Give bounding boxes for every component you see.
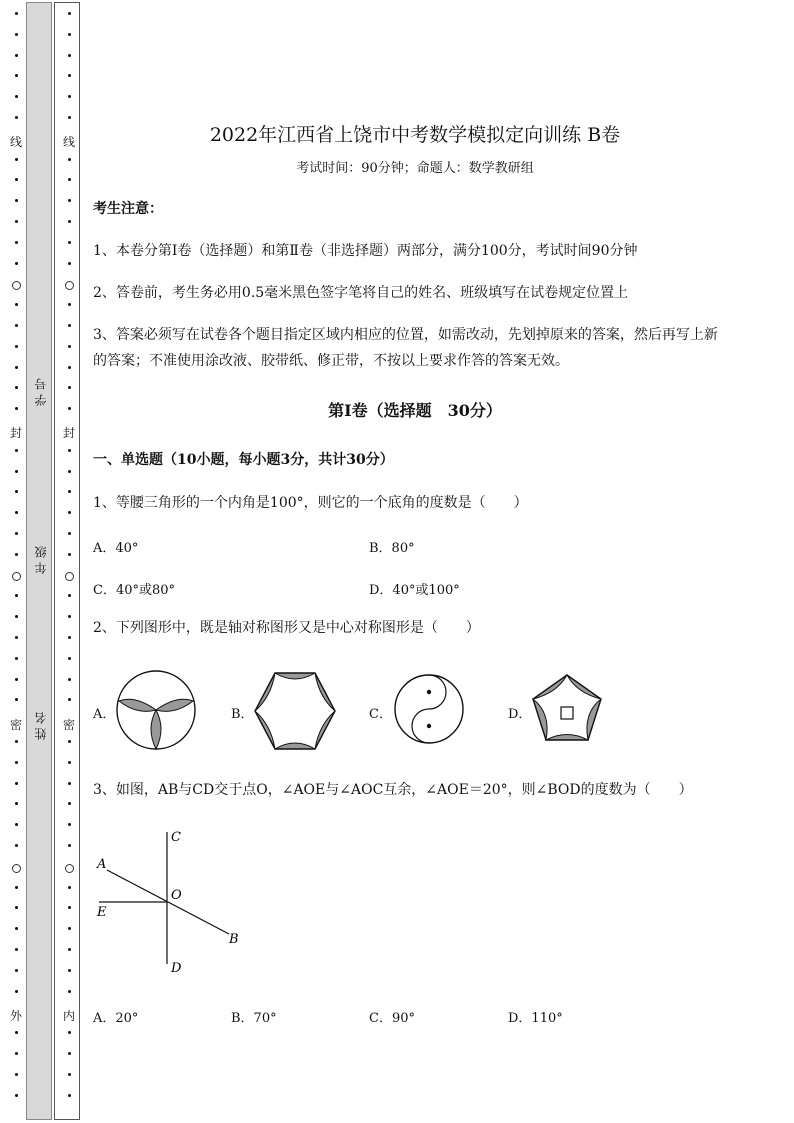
margin-dot [68, 95, 71, 98]
outer-mark-mi: 密 [9, 718, 22, 732]
margin-dot [15, 366, 18, 369]
margin-ring [65, 864, 74, 873]
margin-dot [15, 844, 18, 847]
margin-dot [68, 54, 71, 57]
label-c: C [171, 830, 181, 845]
inner-mark-nei: 内 [62, 1009, 75, 1023]
label-a: A [97, 857, 107, 872]
margin-ring [12, 864, 21, 873]
margin-dot [68, 927, 71, 930]
margin-dot [15, 553, 18, 556]
exam-title: 2022年江西省上饶市中考数学模拟定向训练 B卷 [209, 124, 621, 146]
margin-dot [68, 220, 71, 223]
margin-dot [15, 615, 18, 618]
label-b: B [229, 932, 239, 947]
figure-yin-yang [393, 673, 465, 745]
figure-three-petals [115, 669, 197, 751]
margin-dot [68, 366, 71, 369]
margin-dot [15, 199, 18, 202]
margin-dot [15, 698, 18, 701]
q1-option-c: C．40°或80° [93, 583, 176, 598]
q3-option-b: B．70° [231, 1011, 277, 1026]
margin-dot [68, 1052, 71, 1055]
margin-dot [68, 511, 71, 514]
margin-dot [68, 990, 71, 993]
outer-mark-wai: 外 [9, 1009, 22, 1023]
margin-dot [15, 594, 18, 597]
margin-dot [68, 470, 71, 473]
field-grade: 年级 [34, 542, 48, 574]
margin-dot [15, 761, 18, 764]
margin-dot [68, 657, 71, 660]
margin-dot [15, 386, 18, 389]
margin-dot [15, 927, 18, 930]
margin-dot [15, 490, 18, 493]
margin-dot [15, 678, 18, 681]
margin-dot [68, 615, 71, 618]
margin-ring [65, 281, 74, 290]
margin-dot [15, 158, 18, 161]
margin-dot [15, 95, 18, 98]
notice-item-3: 3、答案必须写在试卷各个题目指定区域内相应的位置，如需改动，先划掉原来的答案，然后再写上新 [93, 327, 718, 343]
q3-option-d: D．110° [508, 1011, 563, 1026]
margin-dot [68, 324, 71, 327]
margin-dot [68, 636, 71, 639]
figure-hexagon [254, 671, 336, 751]
q3-option-a: A．20° [93, 1011, 139, 1026]
q2-option-b: B． [231, 707, 254, 722]
label-e: E [97, 905, 107, 920]
label-d: D [171, 961, 182, 976]
margin-dot [15, 345, 18, 348]
inner-mark-feng: 封 [62, 426, 75, 440]
inner-mark-xian: 线 [62, 135, 75, 149]
margin-dot [68, 678, 71, 681]
margin-dot [15, 449, 18, 452]
margin-dot [68, 886, 71, 889]
margin-dot [68, 1073, 71, 1076]
binding-inner-band [54, 2, 80, 1120]
margin-dot [68, 199, 71, 202]
margin-dot [68, 262, 71, 265]
margin-dot [68, 116, 71, 119]
margin-ring [12, 281, 21, 290]
margin-dot [15, 262, 18, 265]
q3-option-c: C．90° [369, 1011, 415, 1026]
margin-dot [15, 782, 18, 785]
margin-dot [15, 823, 18, 826]
q2-stem: 2、下列图形中，既是轴对称图形又是中心对称图形是（ ） [93, 620, 480, 636]
margin-dot [15, 178, 18, 181]
outer-mark-feng: 封 [9, 426, 22, 440]
margin-dot [15, 33, 18, 36]
margin-dot [15, 636, 18, 639]
margin-dot [68, 12, 71, 15]
margin-dot [15, 906, 18, 909]
margin-dot [68, 303, 71, 306]
margin-dot [68, 969, 71, 972]
margin-dot [15, 990, 18, 993]
margin-dot [15, 470, 18, 473]
q3-stem: 3、如图，AB与CD交于点O，∠AOE与∠AOC互余，∠AOE＝20°，则∠BOD的度数为（ ） [93, 782, 693, 798]
outer-mark-xian: 线 [9, 135, 22, 149]
margin-dot [68, 449, 71, 452]
notice-heading: 考生注意： [93, 201, 163, 217]
margin-dot [68, 823, 71, 826]
margin-dot [68, 345, 71, 348]
q1-stem: 1、等腰三角形的一个内角是100°，则它的一个底角的度数是（ ） [93, 495, 528, 511]
margin-dot [68, 532, 71, 535]
q2-option-c: C． [369, 707, 392, 722]
margin-dot [15, 220, 18, 223]
q2-option-a: A． [93, 707, 116, 722]
margin-dot [15, 740, 18, 743]
margin-dot [15, 511, 18, 514]
q1-option-b: B．80° [369, 541, 415, 556]
field-student-id: 学号 [34, 374, 48, 406]
margin-dot [68, 1094, 71, 1097]
margin-dot [15, 969, 18, 972]
margin-dot [15, 532, 18, 535]
inner-mark-mi: 密 [62, 718, 75, 732]
margin-dot [15, 1094, 18, 1097]
field-name: 姓名 [34, 708, 48, 740]
margin-dot [15, 948, 18, 951]
margin-dot [68, 740, 71, 743]
q1-option-a: A．40° [93, 541, 139, 556]
margin-dot [15, 802, 18, 805]
notice-item-2: 2、答卷前，考生务必用0.5毫米黑色签字笔将自己的姓名、班级填写在试卷规定位置上 [93, 285, 629, 301]
margin-dot [15, 241, 18, 244]
exam-subtitle: 考试时间：90分钟；命题人：数学教研组 [296, 161, 534, 176]
figure-intersecting-lines [95, 828, 245, 978]
margin-dot [15, 1073, 18, 1076]
section-title: 一、单选题（10小题，每小题3分，共计30分） [93, 452, 394, 468]
margin-dot [68, 407, 71, 410]
margin-dot [68, 844, 71, 847]
margin-dot [68, 761, 71, 764]
q2-option-d: D． [508, 707, 532, 722]
margin-dot [15, 303, 18, 306]
q1-option-d: D．40°或100° [369, 583, 460, 598]
margin-dot [15, 54, 18, 57]
figure-pentagon [531, 673, 603, 743]
margin-dot [15, 116, 18, 119]
label-o: O [171, 888, 182, 903]
margin-dot [68, 241, 71, 244]
margin-dot [15, 12, 18, 15]
margin-dot [15, 324, 18, 327]
margin-dot [68, 782, 71, 785]
margin-dot [68, 33, 71, 36]
margin-dot [15, 407, 18, 410]
part1-title: 第I卷（选择题 30分） [328, 401, 502, 420]
margin-ring [65, 572, 74, 581]
margin-dot [68, 158, 71, 161]
margin-dot [68, 1031, 71, 1034]
margin-dot [15, 657, 18, 660]
margin-dot [15, 1031, 18, 1034]
margin-dot [68, 948, 71, 951]
margin-ring [12, 572, 21, 581]
margin-dot [15, 886, 18, 889]
margin-dot [15, 74, 18, 77]
margin-dot [68, 553, 71, 556]
margin-dot [15, 1052, 18, 1055]
notice-item-1: 1、本卷分第I卷（选择题）和第Ⅱ卷（非选择题）两部分，满分100分，考试时间90分钟 [93, 243, 638, 259]
notice-item-3-cont: 的答案；不准使用涂改液、胶带纸、修正带，不按以上要求作答的答案无效。 [93, 353, 569, 369]
